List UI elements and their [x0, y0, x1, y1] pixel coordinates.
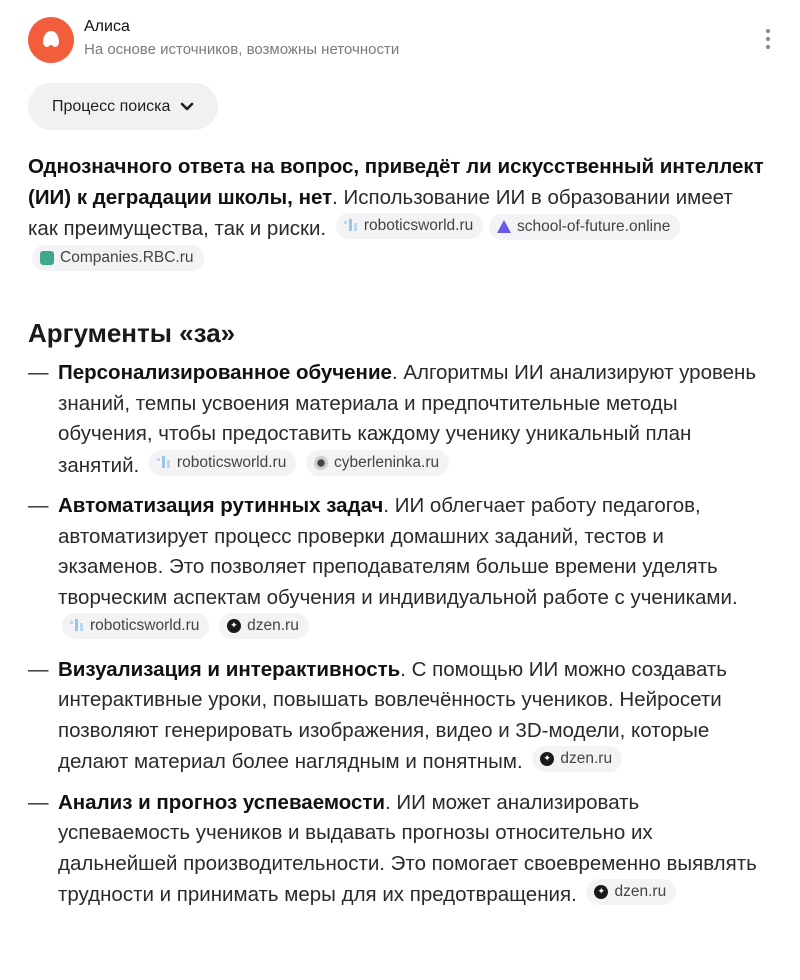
- search-process-label: Процесс поиска: [52, 97, 171, 115]
- school-of-future-icon: [497, 220, 511, 233]
- dzen-icon: [540, 752, 554, 766]
- source-chip[interactable]: [532, 746, 622, 772]
- disclaimer-subtitle: На основе источников, возможны неточности: [84, 41, 400, 58]
- app-name: Алиса: [84, 18, 130, 35]
- list-item: [28, 491, 768, 645]
- list-dash: —: [28, 657, 49, 681]
- item-bold: Персонализированное обучение: [58, 361, 392, 384]
- intro-paragraph: [28, 152, 768, 276]
- roboticsworld-icon: [157, 456, 171, 470]
- list-dash: —: [28, 790, 49, 814]
- item-text: . Алгоритмы ИИ анализируют уровень знаний, темпы усвоения материала и предпочтительные методы обучения, чтобы предоставить каждому ученику уникальный план занятий.: [58, 361, 757, 477]
- roboticsworld-icon: [344, 219, 358, 233]
- source-label: dzen.ru: [614, 883, 667, 900]
- list-item: [28, 358, 768, 481]
- intro-bold: Однозначного ответа на вопрос, приведёт ли искусственный интеллект (ИИ) к деградации школы, нет: [28, 155, 764, 209]
- list-dash: —: [28, 494, 49, 517]
- source-chip[interactable]: [62, 613, 209, 639]
- source-label: Companies.RBC.ru: [60, 248, 194, 266]
- source-chip[interactable]: [306, 450, 449, 476]
- source-chip[interactable]: [219, 613, 309, 639]
- roboticsworld-icon: [70, 619, 84, 633]
- dzen-icon: [227, 619, 241, 633]
- intro-text: . Использование ИИ в образовании имеет как преимущества, так и риски.: [28, 185, 733, 240]
- answer-content: [28, 152, 768, 921]
- list-item: [28, 655, 768, 778]
- list-item: [28, 788, 768, 911]
- dzen-icon: [594, 885, 608, 899]
- source-chip[interactable]: [149, 450, 296, 476]
- source-chip[interactable]: [32, 245, 204, 271]
- list-dash: —: [28, 361, 49, 384]
- source-label: cyberleninka.ru: [334, 453, 440, 471]
- source-label: roboticsworld.ru: [363, 217, 474, 234]
- chevron-down-icon: [180, 102, 194, 112]
- item-bold: Анализ и прогноз успеваемости: [58, 790, 386, 814]
- source-chip[interactable]: [586, 879, 676, 905]
- source-label: roboticsworld.ru: [176, 453, 287, 471]
- source-label: dzen.ru: [560, 750, 613, 767]
- rbc-icon: [40, 251, 54, 265]
- more-vertical-icon[interactable]: [758, 24, 778, 54]
- source-label: roboticsworld.ru: [90, 617, 200, 634]
- source-label: school-of-future.online: [516, 217, 671, 235]
- cyberleninka-icon: [314, 456, 328, 470]
- item-text: . ИИ может анализировать успеваемость учеников и выдавать прогнозы относительно их дальнейшей производительности. Это помогает своевременно выявлять трудности и принимать меры для их предотвращения.: [58, 790, 757, 906]
- item-text: . ИИ облегчает работу педагогов, автоматизирует процесс проверки домашних заданий, тестов и экзаменов. Это позволяет преподавателям больше времени уделять творческим аспектам обучения и индивидуальной работе с учениками.: [58, 494, 738, 609]
- search-process-button[interactable]: [28, 83, 218, 130]
- item-bold: Визуализация и интерактивность: [58, 657, 401, 681]
- alice-logo-icon: [28, 17, 74, 63]
- section-title: Аргументы «за»: [28, 318, 236, 348]
- item-bold: Автоматизация рутинных задач: [58, 494, 384, 517]
- source-chip[interactable]: [489, 214, 680, 240]
- source-label: dzen.ru: [247, 617, 299, 634]
- source-chip[interactable]: [336, 213, 483, 239]
- answer-header: [28, 16, 778, 64]
- item-text: . С помощью ИИ можно создавать интерактивные уроки, повышать вовлечённость учеников. Нейросети позволяют генерировать изображения, видео и 3D-модели, которые делают материал более наглядным и понятным.: [58, 657, 727, 773]
